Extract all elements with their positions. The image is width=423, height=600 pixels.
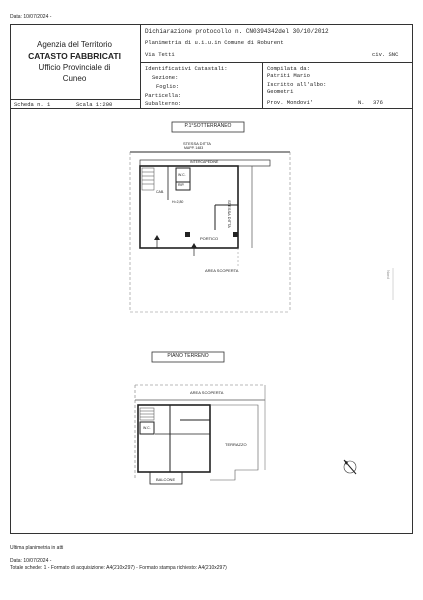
num-label: N. (358, 99, 365, 106)
balcone-label: BALCONE (156, 477, 176, 482)
agency-office: Ufficio Provinciale di (38, 63, 111, 72)
identifiers-label: Identificativi Catastali: (145, 65, 228, 72)
stair-top (142, 168, 154, 190)
footer-ultima: Ultima planimetria in atti (10, 545, 64, 551)
agency-catasto: CATASTO FABBRICATI (28, 51, 121, 61)
ground-floor-outline (138, 405, 210, 472)
civic-number: civ. SNC (372, 51, 399, 58)
agency-name: Agenzia del Territorio (36, 40, 112, 49)
compiler-name: Patriti Mario (267, 72, 310, 79)
north-arrow (344, 460, 356, 474)
side-stessa-ditta: STESSA DITTA (227, 200, 232, 228)
address: Via Tetti (145, 51, 175, 58)
cab-label: CAB. (156, 190, 165, 194)
footer-totale: Totale schede: 1 - Formato di acquisizione: A4(210x297) - Formato stampa richiesto: A4(210x297) (10, 565, 227, 571)
compilata-label: Compilata da: (267, 65, 310, 72)
wc-label-bottom: W.C. (143, 426, 151, 430)
particella-label: Particella: (145, 92, 182, 99)
footer-date: Data: 10/07/2024 - (10, 558, 52, 564)
top-plan-title: P.1°SOTTERRANEO (184, 123, 232, 129)
subalterno-label: Subalterno: (145, 100, 182, 107)
terrazzo-label: TERRAZZO (225, 442, 247, 447)
num-value: 376 (373, 99, 383, 106)
wc-label-top: W.C. (178, 173, 186, 177)
side-north-label: Nord (386, 270, 391, 279)
agency-city: Cuneo (62, 74, 87, 83)
scheda-number: Scheda n. 1 (14, 101, 51, 108)
intercapedine-label: INTERCAPEDINE (190, 160, 219, 164)
sezione-label: Sezione: (152, 74, 179, 81)
plan-title: Planimetria di u.i.u.in Comune di Roburent (145, 39, 284, 46)
scale: Scala 1:200 (76, 101, 113, 108)
declaration-text: Dichiarazione protocollo n. CN0394342del 30/10/2012 (145, 28, 329, 35)
profession: Geometri (267, 88, 294, 95)
bottom-area-scoperta: AREA SCOPERTA (190, 390, 224, 395)
height-label: H=2,80 (172, 200, 184, 204)
portico-label: PORTICO (200, 236, 219, 241)
province: Prov. Mondovi' (267, 99, 314, 106)
top-area-scoperta: AREA SCOPERTA (205, 268, 239, 273)
print-date: Data: 10/07/2024 - (10, 14, 52, 20)
foglio-label: Foglio: (156, 83, 180, 90)
mapp-label: MAPP. 1483 (184, 146, 204, 150)
top-stessa-ditta: STESSA DITTA (183, 141, 211, 146)
rip-label: RIP. (178, 183, 185, 187)
bottom-plan-title: PIANO TERRENO (167, 353, 209, 359)
iscritto-label: Iscritto all'albo: (267, 81, 327, 88)
